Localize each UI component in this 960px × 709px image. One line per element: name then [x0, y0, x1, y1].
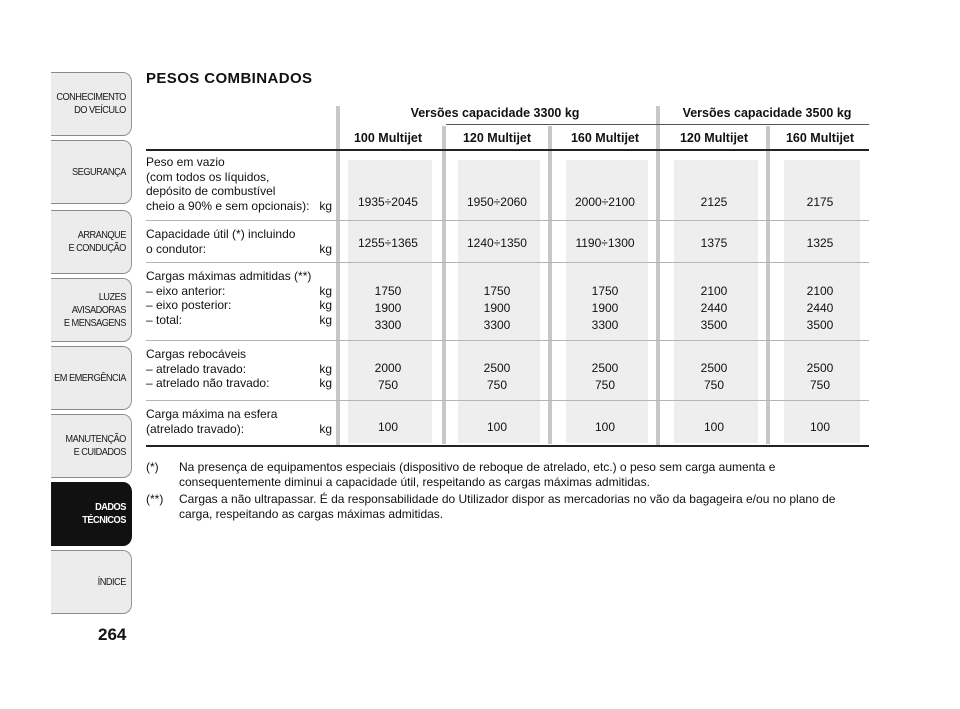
table-cell: 1935÷2045 — [358, 195, 418, 209]
sidebar-tab-label: EM EMERGÊNCIA — [54, 371, 126, 384]
sidebar-tab-label: E MENSAGENS — [63, 316, 126, 329]
table-cell: 1375 — [700, 236, 728, 250]
table-cell: 1950÷2060 — [467, 195, 527, 209]
row-label-line — [146, 376, 332, 391]
sidebar-tab-label: LUZES — [98, 290, 126, 303]
row-label-text: – eixo anterior: — [146, 283, 226, 298]
column-separator — [656, 106, 660, 446]
sidebar-tab-5[interactable] — [51, 414, 132, 478]
sidebar-tab-label: DO VEÍCULO — [74, 104, 126, 116]
row-label-unit: kg — [319, 421, 332, 436]
sidebar-tab-label: SEGURANÇA — [72, 165, 126, 178]
sidebar-tab-label: TÉCNICOS — [82, 514, 126, 526]
sidebar-tab-2[interactable] — [51, 210, 132, 274]
table-cell: 100 — [486, 420, 508, 434]
table-cell: 100 — [809, 420, 831, 434]
table-rule — [146, 220, 869, 221]
row-label-text: depósito de combustível — [146, 184, 276, 198]
row-label-text: Cargas rebocáveis — [146, 347, 247, 361]
row-label-line — [146, 347, 332, 362]
table-cell: 1190÷1300 — [575, 236, 635, 250]
footnote-mark: (*) — [146, 460, 159, 474]
row-label-unit: kg — [319, 361, 332, 376]
table-cell: 1750 1900 3300 — [374, 284, 402, 332]
row-label — [146, 347, 332, 391]
table-cell: 2500 750 — [591, 361, 619, 392]
column-header: 160 Multijet — [785, 131, 855, 145]
table-cell: 2500 750 — [483, 361, 511, 392]
footnote — [146, 492, 866, 521]
row-label-line — [146, 362, 332, 377]
footnote — [146, 460, 866, 489]
table-rule — [446, 124, 869, 125]
table-cell: 2175 — [806, 195, 834, 209]
table-cell: 2500 750 — [700, 361, 728, 392]
sidebar-tab-label: ÍNDICE — [97, 575, 126, 588]
table-cell: 2125 — [700, 195, 728, 209]
row-label — [146, 155, 332, 213]
sidebar-tab-0[interactable] — [51, 72, 132, 136]
sidebar-tab-7[interactable] — [51, 550, 132, 614]
row-label-text: cheio a 90% e sem opcionais): — [146, 198, 310, 213]
row-label-line — [146, 155, 332, 170]
row-label-text: (atrelado travado): — [146, 421, 245, 436]
row-label-line — [146, 199, 332, 214]
table-rule — [146, 445, 869, 447]
row-label-unit: kg — [319, 298, 332, 312]
footnote-mark: (**) — [146, 492, 164, 506]
table-cell: 1325 — [806, 236, 834, 250]
row-label-text: Carga máxima na esfera — [146, 407, 278, 421]
sidebar-tab-label: DADOS — [95, 501, 126, 513]
sidebar-tab-label: MANUTENÇÃO — [65, 433, 126, 445]
column-header: 160 Multijet — [570, 131, 640, 145]
table-cell: 2100 2440 3500 — [700, 284, 728, 332]
table-cell: 1750 1900 3300 — [591, 284, 619, 332]
group-header: Versões capacidade 3500 kg — [682, 106, 852, 120]
column-header: 120 Multijet — [462, 131, 532, 145]
row-label-unit: kg — [319, 283, 332, 298]
row-label-text: – total: — [146, 312, 183, 327]
row-label-text: Capacidade útil (*) incluindo — [146, 227, 296, 241]
table-cell: 100 — [703, 420, 725, 434]
sidebar-tab-1[interactable] — [51, 140, 132, 204]
sidebar-tab-label: CONHECIMENTO — [56, 91, 126, 103]
table-cell: 100 — [377, 420, 399, 434]
row-label-line — [146, 284, 332, 299]
row-label-text: (com todos os líquidos, — [146, 169, 270, 184]
sidebar-tab-3[interactable] — [51, 278, 132, 342]
table-rule — [146, 340, 869, 341]
row-label-text: o condutor: — [146, 241, 207, 256]
column-header: 120 Multijet — [679, 131, 749, 145]
footnotes — [146, 460, 866, 524]
column-separator — [766, 126, 770, 444]
table-cell: 2000 750 — [374, 361, 402, 392]
row-label-text: Peso em vazio — [146, 155, 225, 169]
row-label-unit: kg — [319, 376, 332, 390]
sidebar-tab-4[interactable] — [51, 346, 132, 410]
row-label-line — [146, 227, 332, 242]
row-label-text: – eixo posterior: — [146, 298, 232, 312]
sidebar-tab-label: E CUIDADOS — [73, 446, 126, 458]
footnote-text: Cargas a não ultrapassar. É da responsabilidade do Utilizador dispor as mercadorias no vão da bagageira e/ou no plano de carga, respeitando as cargas máximas admitidas. — [179, 492, 836, 521]
row-label — [146, 407, 332, 436]
column-header: 100 Multijet — [353, 131, 423, 145]
table-cell: 2100 2440 3500 — [806, 284, 834, 332]
row-label-line — [146, 407, 332, 422]
sidebar-tab-label: E CONDUÇÃO — [68, 242, 126, 254]
row-label-line — [146, 422, 332, 437]
group-header: Versões capacidade 3300 kg — [410, 106, 580, 120]
table-rule — [146, 149, 869, 151]
row-label — [146, 227, 332, 256]
column-separator — [336, 106, 340, 446]
row-label-line — [146, 313, 332, 328]
table-cell: 1255÷1365 — [358, 236, 418, 250]
footnote-text: Na presença de equipamentos especiais (dispositivo de reboque de atrelado, etc.) o peso sem carga aumenta e consequentemente diminui a capacidade útil, respeitando as cargas máximas admitidas. — [179, 460, 776, 489]
table-cell: 100 — [594, 420, 616, 434]
sidebar-tab-6[interactable] — [51, 482, 132, 546]
row-label-unit: kg — [319, 312, 332, 327]
row-label-unit: kg — [319, 241, 332, 256]
row-label-line — [146, 242, 332, 257]
row-label-text: – atrelado travado: — [146, 361, 247, 376]
table-cell: 1750 1900 3300 — [483, 284, 511, 332]
page-number: 264 — [98, 625, 127, 644]
column-separator — [548, 126, 552, 444]
page-title: PESOS COMBINADOS — [146, 70, 313, 87]
sidebar-tab-label: ARRANQUE — [77, 229, 126, 241]
sidebar-tab-label: AVISADORAS — [71, 303, 126, 316]
table-rule — [146, 262, 869, 263]
row-label-unit: kg — [319, 198, 332, 213]
table-cell: 2000÷2100 — [575, 195, 635, 209]
table-cell: 1240÷1350 — [467, 236, 527, 250]
table-cell: 2500 750 — [806, 361, 834, 392]
row-label — [146, 269, 332, 327]
row-label-line — [146, 298, 332, 313]
row-label-line — [146, 269, 332, 284]
table-rule — [146, 400, 869, 401]
row-label-line — [146, 184, 332, 199]
row-label-line — [146, 170, 332, 185]
row-label-text: Cargas máximas admitidas (**) — [146, 269, 312, 283]
row-label-text: – atrelado não travado: — [146, 376, 270, 390]
